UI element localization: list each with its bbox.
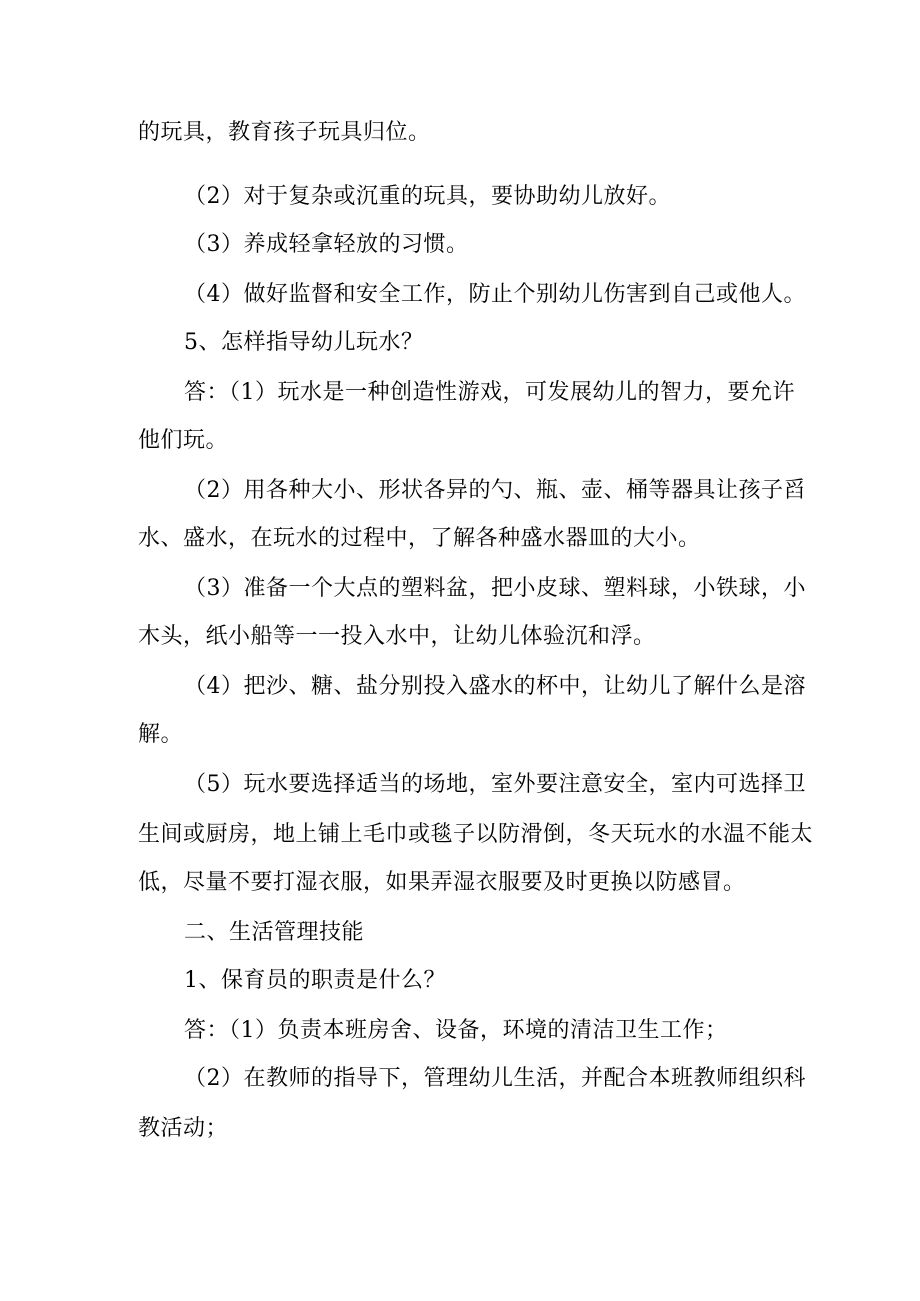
text-line-21: 教活动； xyxy=(138,1116,229,1141)
text-line-7: 他们玩。 xyxy=(138,428,229,453)
text-line-8: （2）用各种大小、形状各异的勺、瓶、壶、桶等器具让孩子舀 xyxy=(184,478,806,503)
text-line-14: （5）玩水要选择适当的场地，室外要注意安全，室内可选择卫 xyxy=(184,772,806,797)
question-heading-1: 1、保育员的职责是什么？ xyxy=(184,968,446,993)
text-line-3: （3）养成轻拿轻放的习惯。 xyxy=(184,232,469,257)
text-line-4: （4）做好监督和安全工作，防止个别幼儿伤害到自己或他人。 xyxy=(184,282,806,307)
text-line-13: 解。 xyxy=(138,722,184,747)
section-heading: 二、生活管理技能 xyxy=(184,920,365,945)
text-line-2: （2）对于复杂或沉重的玩具，要协助幼儿放好。 xyxy=(184,184,671,209)
text-line-12: （4）把沙、糖、盐分别投入盛水的杯中，让幼儿了解什么是溶 xyxy=(184,674,806,699)
text-line-15: 生间或厨房，地上铺上毛巾或毯子以防滑倒，冬天玩水的水温不能太 xyxy=(138,822,814,847)
text-line-10: （3）准备一个大点的塑料盆，把小皮球、塑料球，小铁球，小 xyxy=(184,576,806,601)
text-line-6: 答：（1）玩水是一种创造性游戏，可发展幼儿的智力，要允许 xyxy=(184,380,795,405)
text-line-11: 木头，纸小船等一一投入水中，让幼儿体验沉和浮。 xyxy=(138,624,656,649)
question-heading-5: 5、怎样指导幼儿玩水？ xyxy=(184,330,424,355)
text-line-16: 低，尽量不要打湿衣服，如果弄湿衣服要及时更换以防感冒。 xyxy=(138,870,746,895)
text-line-19: 答：（1）负责本班房舍、设备，环境的清洁卫生工作； xyxy=(184,1018,728,1043)
text-line-20: （2）在教师的指导下，管理幼儿生活，并配合本班教师组织科 xyxy=(184,1066,806,1091)
text-line-1: 的玩具，教育孩子玩具归位。 xyxy=(138,120,431,145)
text-line-9: 水、盛水，在玩水的过程中，了解各种盛水器皿的大小。 xyxy=(138,526,701,551)
